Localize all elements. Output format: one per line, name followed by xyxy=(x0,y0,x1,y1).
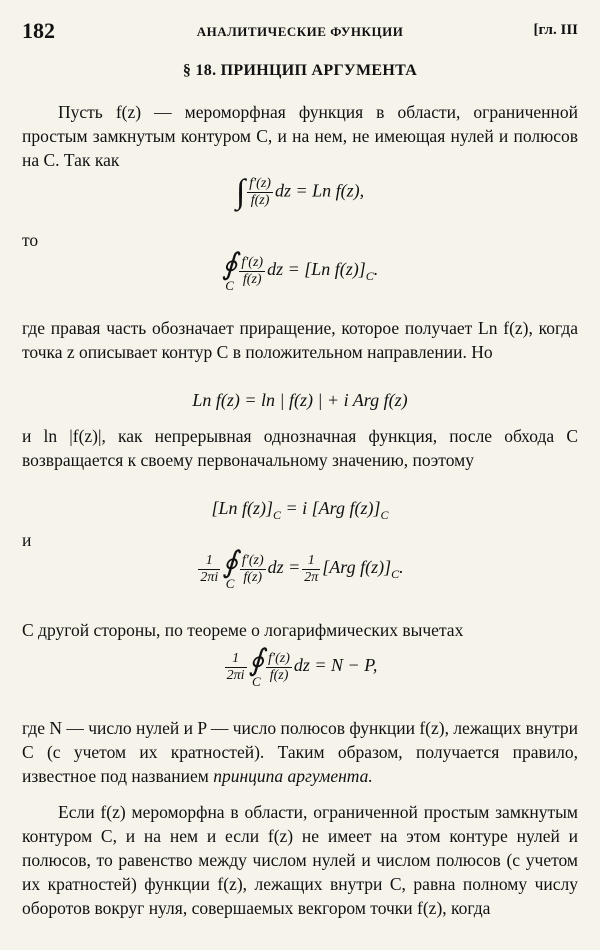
paragraph-6: Если f(z) мероморфна в области, ограниченной простым замкнутым контуром C, и на нем и если f(z) не имеет на этом контуре нулей и полюсов, то равенство между числом нулей и числом полюсов (с учетом их кратностей) функции f(z), лежащих внутри C, равна полному числу оборотов вокруг нуля, совершаемых векгором точки f(z), когда xyxy=(22,802,578,918)
paragraph-3: и ln |f(z)|, как непрерывная однозначная функция, после обхода C возвращается к своему первоначальному значению, поэтому xyxy=(22,426,578,470)
formula-1: ∫ $\frac{f'(z)}{f(z)}$ dz = Ln f(z), xyxy=(235,173,365,211)
section-title: § 18. ПРИНЦИП АРГУМЕНТА xyxy=(182,62,418,79)
formula-5: $\frac{1}{2\pi i}$ ∮ C $\frac{f'(z)}{f(z)}$ dz = $\frac{1}{2\pi}$ [Arg $f(z)]_C$. xyxy=(200,546,404,591)
running-header xyxy=(22,18,578,48)
paragraph-5: где N — число нулей и P — число полюсов функции f(z), лежащих внутри C (с учетом их кратностей). Таким образом, получается правило, известное под названием принципа аргумента. xyxy=(22,718,579,786)
chapter-label: [гл. III xyxy=(533,22,578,38)
term-argument-principle: принципа аргумента. xyxy=(213,766,373,786)
formula-3: Ln f(z) = ln | f(z) | + i Arg f(z) xyxy=(192,390,408,410)
formula-6: $\frac{1}{2\pi i}$ ∮ C $\frac{f'(z)}{f(z)}$ dz = N − P, xyxy=(226,644,378,689)
formula-2: ∮ C $\frac{f'(z)}{f(z)}$ dz = [Ln $f(z)]_C$. xyxy=(221,248,379,293)
paragraph-4: С другой стороны, по теореме о логарифмических вычетах xyxy=(22,620,464,640)
word-and: и xyxy=(22,530,32,550)
page-number: 182 xyxy=(22,18,55,43)
paragraph-1: Пусть f(z) — мероморфная функция в области, ограниченной простым замкнутым контуром C, и на нем, не имеющая нулей и полюсов на C. Так как xyxy=(22,102,578,170)
running-title: АНАЛИТИЧЕСКИЕ ФУНКЦИИ xyxy=(196,24,404,39)
paragraph-2: где правая часть обозначает приращение, которое получает Ln f(z), когда точка z описывает контур C в положительном направлении. Но xyxy=(22,318,578,362)
word-to: то xyxy=(22,230,39,250)
formula-4: [Ln $f(z)]_C = i$ [Arg $f(z)]_C$ xyxy=(211,498,389,522)
